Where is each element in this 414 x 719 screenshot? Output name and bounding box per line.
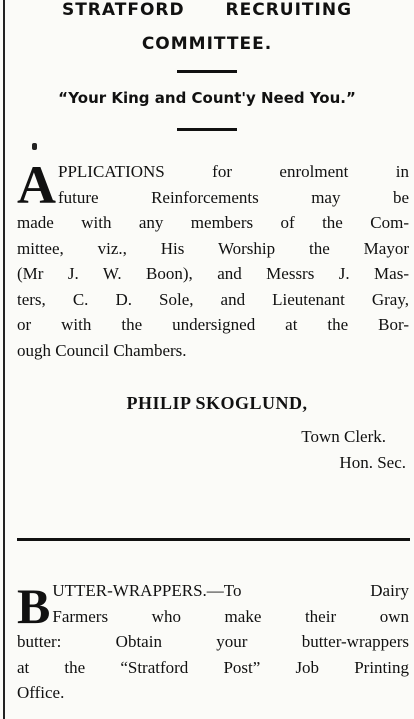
divider-short xyxy=(177,128,237,131)
column-border xyxy=(3,0,5,719)
text-line: UTTER-WRAPPERS.—To Dairy xyxy=(52,581,409,600)
text-line: ters, C. D. Sole, and Lieutenant Gray, xyxy=(17,289,409,309)
slogan: “Your King and Count'y Need You.” xyxy=(58,89,356,107)
signatory-title: Town Clerk. xyxy=(301,427,386,446)
text-line: PPLICATIONS for enrolment in xyxy=(58,162,409,181)
text-line: Farmers who make their own xyxy=(52,606,409,626)
text-line: future Reinforcements may be xyxy=(58,187,409,207)
text-line: butter: Obtain your butter-wrappers xyxy=(17,632,409,651)
divider-short xyxy=(177,70,237,73)
signatory-title-secondary: Hon. Sec. xyxy=(339,453,406,472)
drop-cap: B xyxy=(17,578,51,634)
text-line: mittee, viz., His Worship the Mayor xyxy=(17,238,409,258)
heading-line-1: STRATFORD RECRUITING xyxy=(61,0,353,20)
text-line: made with any members of the Com- xyxy=(17,213,409,232)
signatory-name: PHILIP SKOGLUND, xyxy=(126,393,308,413)
advert-paragraph xyxy=(17,578,409,706)
text-line: at the “Stratford Post” Job Printing xyxy=(17,657,409,677)
ink-mark xyxy=(32,143,37,150)
text-line: or with the undersigned at the Bor- xyxy=(17,315,409,334)
text-line: ough Council Chambers. xyxy=(17,340,187,360)
section-divider xyxy=(17,538,410,541)
drop-cap: A xyxy=(17,155,56,215)
notice-paragraph xyxy=(17,155,409,363)
text-line: Office. xyxy=(17,683,65,702)
text-line: (Mr J. W. Boon), and Messrs J. Mas- xyxy=(17,264,409,283)
heading-line-2: COMMITTEE. xyxy=(141,34,273,54)
